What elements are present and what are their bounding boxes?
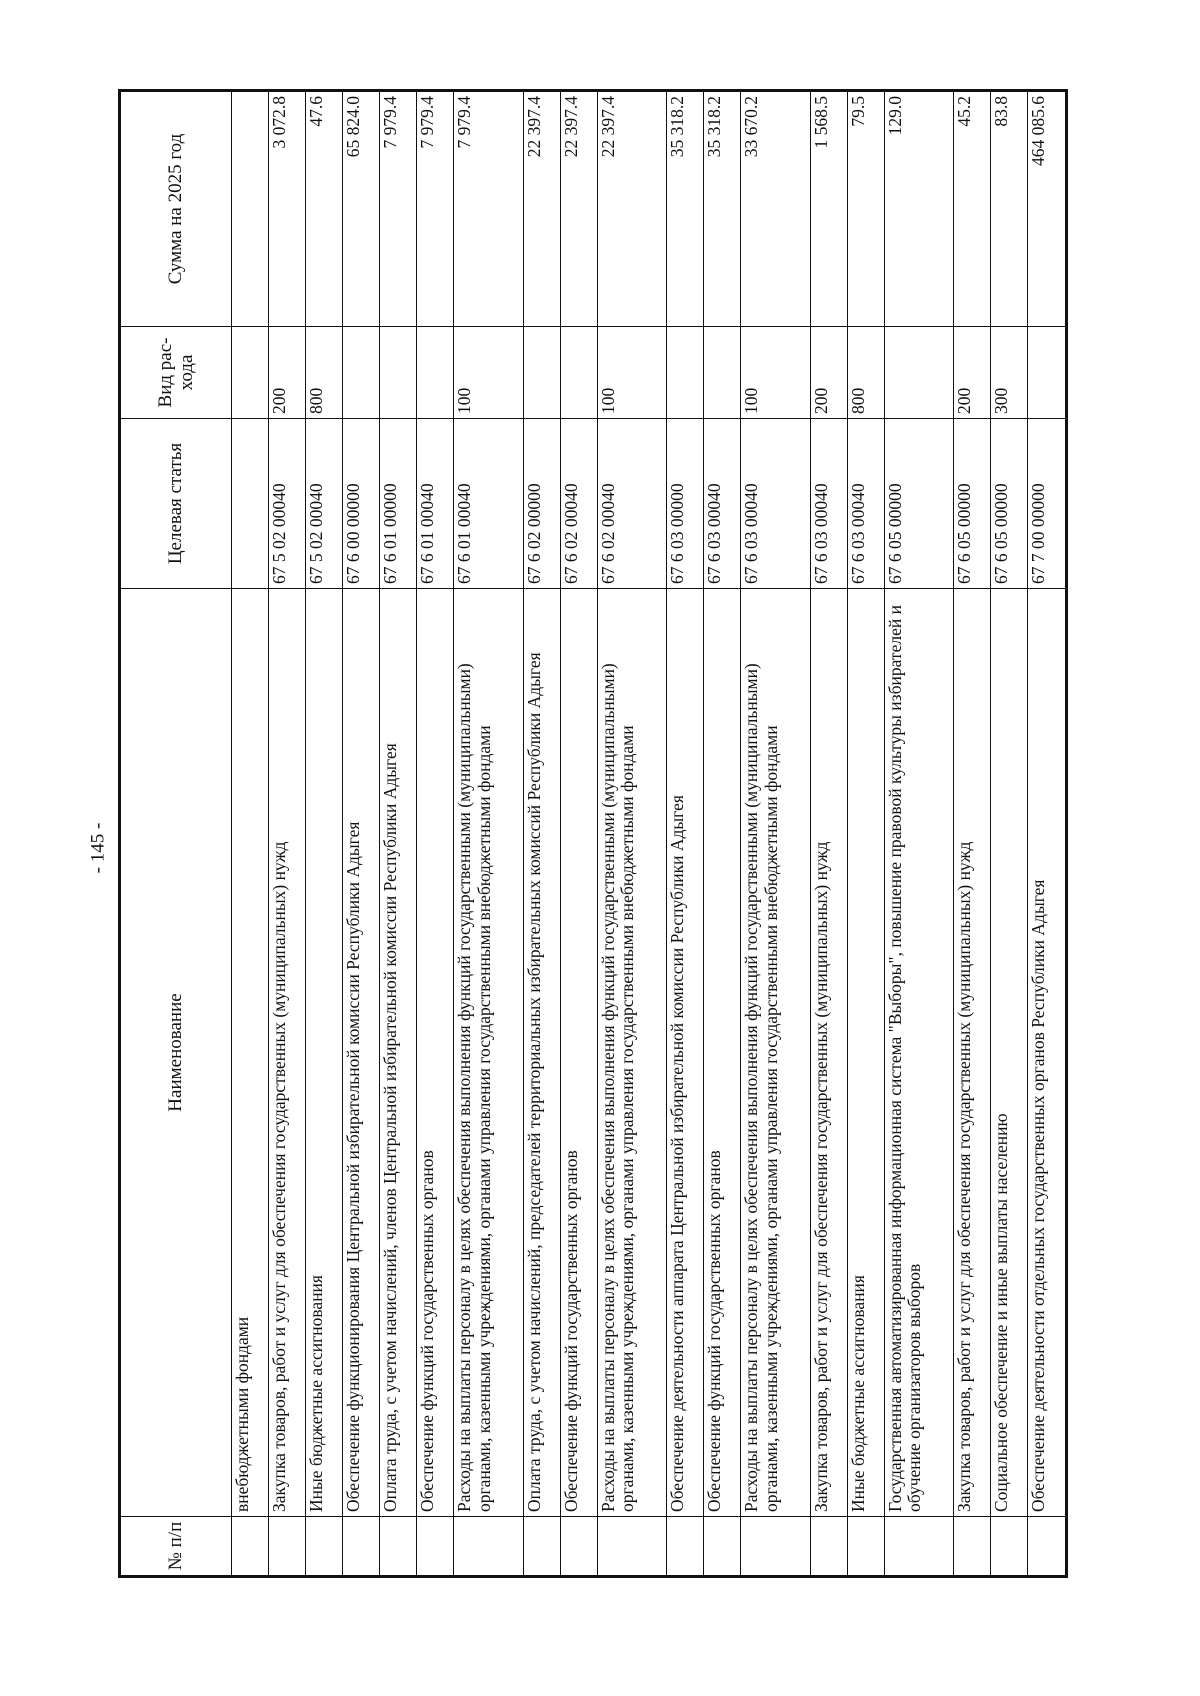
cell-code: 67 6 05 00000 bbox=[884, 419, 953, 589]
cell-type: 200 bbox=[269, 327, 306, 419]
table-row bbox=[269, 91, 306, 1577]
cell-code: 67 6 03 00040 bbox=[810, 419, 847, 589]
cell-amount: 83.8 bbox=[991, 91, 1028, 327]
cell-code: 67 6 03 00040 bbox=[704, 419, 741, 589]
cell-code: 67 6 05 00000 bbox=[953, 419, 990, 589]
header-type: Вид рас-хода bbox=[120, 327, 232, 419]
cell-code: 67 6 03 00000 bbox=[667, 419, 704, 589]
cell-name: Расходы на выплаты персоналу в целях обеспечения выполнения функций государственными (муниципальными) органами, казенными учреждениями, органами управления государственными внебюджетными фондами bbox=[597, 589, 666, 1517]
cell-type: 100 bbox=[741, 327, 810, 419]
cell-code: 67 6 01 00040 bbox=[454, 419, 523, 589]
cell-type bbox=[560, 327, 597, 419]
cell-type bbox=[232, 327, 269, 419]
cell-type bbox=[417, 327, 454, 419]
budget-table bbox=[118, 89, 1068, 1578]
cell-num bbox=[269, 1517, 306, 1577]
cell-amount: 33 670.2 bbox=[741, 91, 810, 327]
cell-type bbox=[667, 327, 704, 419]
table-row bbox=[1028, 91, 1067, 1577]
cell-type: 100 bbox=[454, 327, 523, 419]
cell-name: Социальное обеспечение и иные выплаты населению bbox=[991, 589, 1028, 1517]
cell-code: 67 5 02 00040 bbox=[269, 419, 306, 589]
cell-code: 67 6 01 00000 bbox=[380, 419, 417, 589]
header-name: Наименование bbox=[120, 589, 232, 1517]
cell-type: 800 bbox=[306, 327, 343, 419]
cell-name: внебюджетными фондами bbox=[232, 589, 269, 1517]
cell-num bbox=[667, 1517, 704, 1577]
cell-num bbox=[417, 1517, 454, 1577]
table-row bbox=[232, 91, 269, 1577]
cell-num bbox=[704, 1517, 741, 1577]
cell-code: 67 7 00 00000 bbox=[1028, 419, 1067, 589]
cell-type bbox=[1028, 327, 1067, 419]
cell-code: 67 6 00 00000 bbox=[343, 419, 380, 589]
page-number bbox=[78, 788, 118, 908]
table-row bbox=[667, 91, 704, 1577]
cell-amount: 22 397.4 bbox=[523, 91, 560, 327]
cell-name: Оплата труда, с учетом начислений, председателей территориальных избирательных комиссий Республики Адыгея bbox=[523, 589, 560, 1517]
table-header-row bbox=[120, 91, 232, 1577]
cell-type bbox=[704, 327, 741, 419]
cell-num bbox=[232, 1517, 269, 1577]
table-row bbox=[380, 91, 417, 1577]
cell-code: 67 6 01 00040 bbox=[417, 419, 454, 589]
cell-amount: 7 979.4 bbox=[454, 91, 523, 327]
cell-num bbox=[523, 1517, 560, 1577]
cell-type: 200 bbox=[810, 327, 847, 419]
cell-name: Закупка товаров, работ и услуг для обеспечения государственных (муниципальных) нужд bbox=[810, 589, 847, 1517]
table-row bbox=[884, 91, 953, 1577]
cell-name: Расходы на выплаты персоналу в целях обеспечения выполнения функций государственными (муниципальными) органами, казенными учреждениями, органами управления государственными внебюджетными фондами bbox=[741, 589, 810, 1517]
cell-amount bbox=[232, 91, 269, 327]
table-row bbox=[847, 91, 884, 1577]
cell-type: 100 bbox=[597, 327, 666, 419]
cell-num bbox=[810, 1517, 847, 1577]
rotated-table-container bbox=[118, 92, 1068, 1578]
cell-amount: 464 085.6 bbox=[1028, 91, 1067, 327]
cell-amount: 22 397.4 bbox=[560, 91, 597, 327]
cell-num bbox=[343, 1517, 380, 1577]
cell-amount: 35 318.2 bbox=[667, 91, 704, 327]
table-row bbox=[523, 91, 560, 1577]
cell-num bbox=[991, 1517, 1028, 1577]
cell-name: Обеспечение функций государственных органов bbox=[560, 589, 597, 1517]
table-row bbox=[704, 91, 741, 1577]
table-row bbox=[343, 91, 380, 1577]
table-row bbox=[454, 91, 523, 1577]
cell-amount: 65 824.0 bbox=[343, 91, 380, 327]
cell-name: Обеспечение функций государственных органов bbox=[417, 589, 454, 1517]
table-row bbox=[560, 91, 597, 1577]
cell-num bbox=[1028, 1517, 1067, 1577]
cell-type bbox=[523, 327, 560, 419]
cell-name: Закупка товаров, работ и услуг для обеспечения государственных (муниципальных) нужд bbox=[953, 589, 990, 1517]
cell-code: 67 6 03 00040 bbox=[847, 419, 884, 589]
cell-num bbox=[560, 1517, 597, 1577]
cell-name: Обеспечение функционирования Центральной избирательной комиссии Республики Адыгея bbox=[343, 589, 380, 1517]
cell-type bbox=[343, 327, 380, 419]
page-number-text: - 145 - bbox=[87, 822, 108, 874]
cell-type: 200 bbox=[953, 327, 990, 419]
cell-num bbox=[597, 1517, 666, 1577]
cell-amount: 45.2 bbox=[953, 91, 990, 327]
cell-num bbox=[884, 1517, 953, 1577]
cell-code: 67 6 05 00000 bbox=[991, 419, 1028, 589]
cell-num bbox=[953, 1517, 990, 1577]
table-row bbox=[417, 91, 454, 1577]
header-num: № п/п bbox=[120, 1517, 232, 1577]
cell-amount: 7 979.4 bbox=[417, 91, 454, 327]
cell-num bbox=[306, 1517, 343, 1577]
table-row bbox=[810, 91, 847, 1577]
cell-num bbox=[847, 1517, 884, 1577]
cell-code: 67 6 03 00040 bbox=[741, 419, 810, 589]
cell-code: 67 6 02 00040 bbox=[597, 419, 666, 589]
table-row bbox=[306, 91, 343, 1577]
cell-name: Обеспечение функций государственных органов bbox=[704, 589, 741, 1517]
cell-amount: 1 568.5 bbox=[810, 91, 847, 327]
table-row bbox=[741, 91, 810, 1577]
cell-num bbox=[741, 1517, 810, 1577]
cell-name: Обеспечение деятельности отдельных государственных органов Республики Адыгея bbox=[1028, 589, 1067, 1517]
cell-code bbox=[232, 419, 269, 589]
cell-amount: 3 072.8 bbox=[269, 91, 306, 327]
table-row bbox=[953, 91, 990, 1577]
cell-code: 67 6 02 00040 bbox=[560, 419, 597, 589]
cell-name: Иные бюджетные ассигнования bbox=[306, 589, 343, 1517]
cell-amount: 129.0 bbox=[884, 91, 953, 327]
cell-type: 300 bbox=[991, 327, 1028, 419]
cell-name: Иные бюджетные ассигнования bbox=[847, 589, 884, 1517]
header-code: Целевая статья bbox=[120, 419, 232, 589]
cell-code: 67 5 02 00040 bbox=[306, 419, 343, 589]
cell-amount: 35 318.2 bbox=[704, 91, 741, 327]
cell-code: 67 6 02 00000 bbox=[523, 419, 560, 589]
cell-name: Оплата труда, с учетом начислений, членов Центральной избирательной комиссии Республики Адыгея bbox=[380, 589, 417, 1517]
table-body bbox=[232, 91, 1067, 1577]
cell-name: Закупка товаров, работ и услуг для обеспечения государственных (муниципальных) нужд bbox=[269, 589, 306, 1517]
cell-name: Обеспечение деятельности аппарата Центральной избирательной комиссии Республики Адыгея bbox=[667, 589, 704, 1517]
cell-num bbox=[454, 1517, 523, 1577]
cell-amount: 79.5 bbox=[847, 91, 884, 327]
cell-amount: 22 397.4 bbox=[597, 91, 666, 327]
cell-type bbox=[884, 327, 953, 419]
header-amount: Сумма на 2025 год bbox=[120, 91, 232, 327]
cell-amount: 7 979.4 bbox=[380, 91, 417, 327]
cell-name: Расходы на выплаты персоналу в целях обеспечения выполнения функций государственными (муниципальными) органами, казенными учреждениями, органами управления государственными внебюджетными фондами bbox=[454, 589, 523, 1517]
table-row bbox=[597, 91, 666, 1577]
cell-num bbox=[380, 1517, 417, 1577]
cell-type bbox=[380, 327, 417, 419]
table-row bbox=[991, 91, 1028, 1577]
cell-amount: 47.6 bbox=[306, 91, 343, 327]
cell-type: 800 bbox=[847, 327, 884, 419]
cell-name: Государственная автоматизированная информационная система "Выборы", повышение правовой культуры избирателей и обучение организаторов выборов bbox=[884, 589, 953, 1517]
